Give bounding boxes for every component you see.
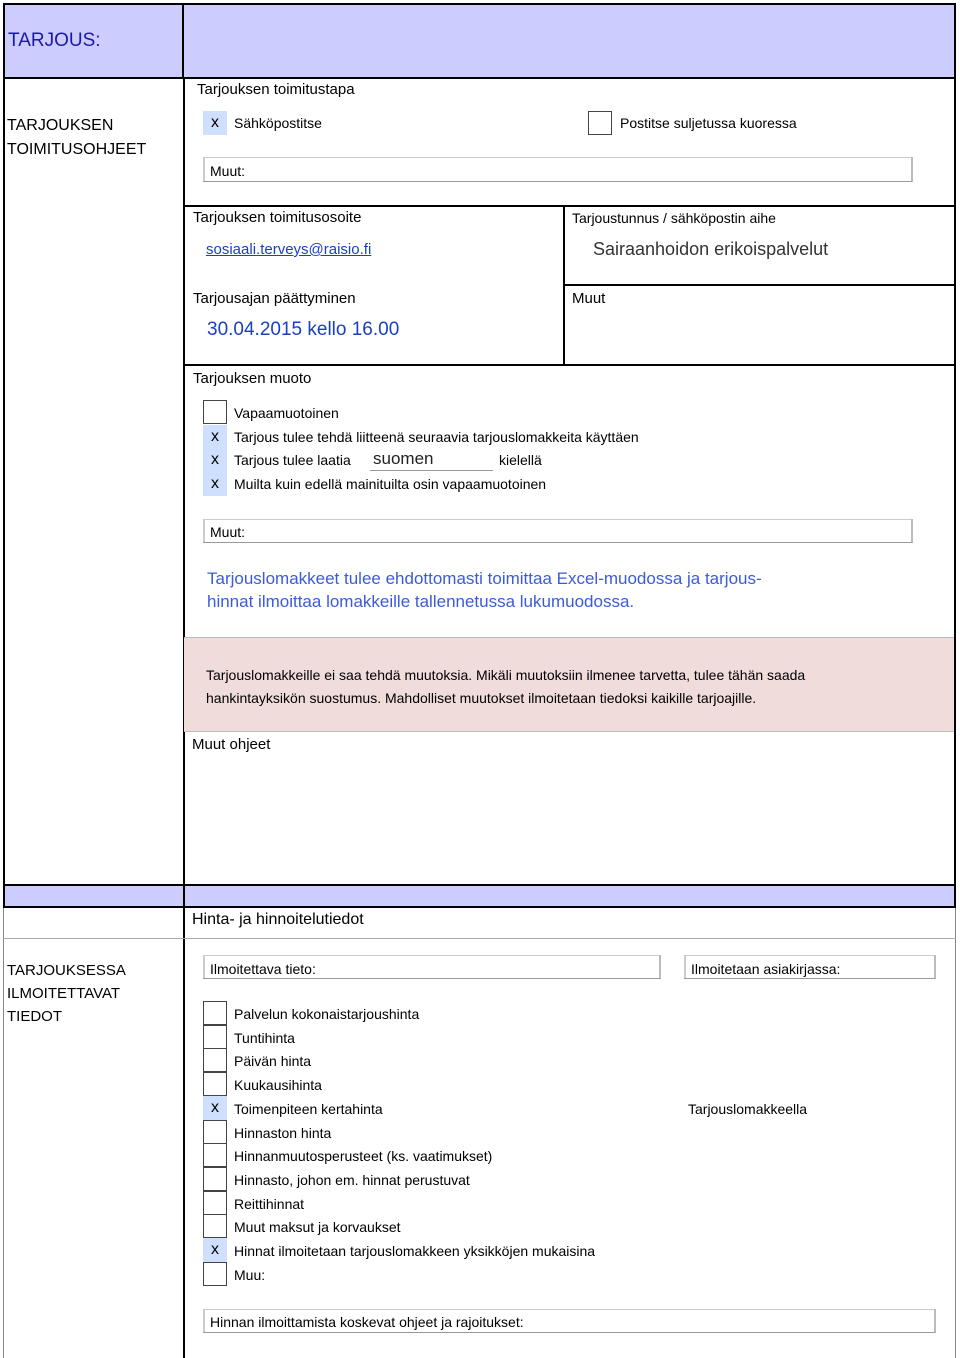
item-checkbox[interactable] <box>203 1191 227 1215</box>
item-label: Hinnaston hinta <box>234 1125 332 1141</box>
section2-band <box>3 884 956 908</box>
row-divider-1 <box>183 205 956 207</box>
language-label-before: Tarjous tulee laatia <box>234 452 351 468</box>
section2-left-line <box>3 908 4 1358</box>
post-label: Postitse suljetussa kuoressa <box>620 115 797 131</box>
item-checkbox[interactable] <box>203 1120 227 1144</box>
deadline-value: 30.04.2015 kello 16.00 <box>207 319 400 340</box>
form-heading: Tarjouksen muoto <box>193 370 312 387</box>
item-checkbox[interactable] <box>203 1262 227 1286</box>
warning-text <box>206 664 805 710</box>
item-checkbox[interactable] <box>203 1025 227 1049</box>
freeform-checkbox[interactable] <box>203 400 227 424</box>
excel-note-line1: Tarjouslomakkeet tulee ehdottomasti toimittaa Excel-muodossa ja tarjous- <box>207 569 762 588</box>
language-label-after: kielellä <box>499 452 542 468</box>
excel-note-line2: hinnat ilmoittaa lomakkeille tallennetussa lukumuodossa. <box>207 592 635 611</box>
item-label: Hinnat ilmoitetaan tarjouslomakkeen yksikköjen mukaisina <box>234 1243 596 1259</box>
post-checkbox[interactable] <box>588 111 612 135</box>
language-checkbox[interactable]: x <box>203 448 227 472</box>
attachment-label: Tarjous tulee tehdä liitteenä seuraavia tarjouslomakkeita käyttäen <box>234 429 639 445</box>
side-label-line2: TOIMITUSOHJEET <box>7 141 147 158</box>
language-value: suomen <box>373 449 434 468</box>
attachment-checkbox[interactable]: x <box>203 425 227 449</box>
section2-side-label-line3: TIEDOT <box>7 1008 62 1025</box>
subject-heading: Tarjoustunnus / sähköpostin aihe <box>572 210 776 226</box>
item-label: Muut maksut ja korvaukset <box>234 1219 401 1235</box>
header-band <box>3 3 956 79</box>
page-title: TARJOUS: <box>8 30 101 51</box>
form-other-field[interactable] <box>203 519 913 543</box>
item-label: Kuukausihinta <box>234 1077 322 1093</box>
item-doc: Tarjouslomakkeella <box>688 1101 808 1117</box>
item-label: Reittihinnat <box>234 1196 305 1212</box>
form-other-label: Muut: <box>210 524 246 540</box>
freeform-label: Vapaamuotoinen <box>234 405 339 421</box>
item-checkbox[interactable] <box>203 1072 227 1096</box>
price-heading: Hinta- ja hinnoitelutiedot <box>192 911 364 928</box>
other-instructions-heading: Muut ohjeet <box>192 736 271 753</box>
price-instructions-label: Hinnan ilmoittamista koskevat ohjeet ja rajoitukset: <box>210 1314 524 1330</box>
partly-freeform-label: Muilta kuin edellä mainituilta osin vapaamuotoinen <box>234 476 547 492</box>
address-link[interactable]: sosiaali.terveys@raisio.fi <box>206 241 372 258</box>
other-heading: Muut <box>572 290 606 307</box>
section2-right-line <box>955 908 956 1358</box>
delivery-other-label: Muut: <box>210 163 246 179</box>
section2-rule <box>3 938 956 939</box>
item-label: Hinnasto, johon em. hinnat perustuvat <box>234 1172 470 1188</box>
partly-freeform-checkbox[interactable]: x <box>203 472 227 496</box>
item-label: Päivän hinta <box>234 1053 312 1069</box>
email-label: Sähköpostitse <box>234 115 322 131</box>
section2-band-divider <box>183 884 185 908</box>
subject-value: Sairaanhoidon erikoispalvelut <box>593 239 829 259</box>
deadline-heading: Tarjousajan päättyminen <box>193 290 356 307</box>
col2-header: Ilmoitetaan asiakirjassa: <box>691 961 841 977</box>
side-label <box>7 114 146 162</box>
item-checkbox[interactable]: x <box>203 1238 227 1262</box>
section2-side-label <box>7 959 126 1028</box>
delivery-other-field[interactable] <box>203 157 913 182</box>
item-checkbox[interactable] <box>203 1167 227 1191</box>
item-label: Palvelun kokonaistarjoushinta <box>234 1006 420 1022</box>
left-border <box>3 79 5 885</box>
item-checkbox[interactable] <box>203 1001 227 1025</box>
item-checkbox[interactable] <box>203 1048 227 1072</box>
item-label: Muu: <box>234 1267 266 1283</box>
column-divider <box>183 79 185 885</box>
item-checkbox[interactable] <box>203 1143 227 1167</box>
section2-side-label-line1: TARJOUKSESSA <box>7 962 126 979</box>
section2-side-label-line2: ILMOITETTAVAT <box>7 985 121 1002</box>
delivery-method-heading: Tarjouksen toimitustapa <box>197 81 355 98</box>
item-label: Toimenpiteen kertahinta <box>234 1101 383 1117</box>
excel-note <box>207 567 762 613</box>
right-border <box>954 79 956 885</box>
col1-header: Ilmoitettava tieto: <box>210 961 316 977</box>
item-label: Hinnanmuutosperusteet (ks. vaatimukset) <box>234 1148 493 1164</box>
email-checkbox[interactable]: x <box>203 111 227 135</box>
row-divider-3 <box>183 364 956 366</box>
item-checkbox[interactable] <box>203 1214 227 1238</box>
warning-line2: hankintayksikön suostumus. Mahdolliset muutokset ilmoitetaan tiedoksi kaikille tarjoajille. <box>206 690 757 706</box>
section2-column-divider <box>183 908 185 1358</box>
header-divider <box>182 3 184 79</box>
row-divider-2 <box>563 284 956 286</box>
address-heading: Tarjouksen toimitusosoite <box>193 209 362 226</box>
item-label: Tuntihinta <box>234 1030 295 1046</box>
warning-line1: Tarjouslomakkeille ei saa tehdä muutoksia. Mikäli muutoksiin ilmenee tarvetta, tulee tähän saada <box>206 667 806 683</box>
item-checkbox[interactable]: x <box>203 1096 227 1120</box>
side-label-line1: TARJOUKSEN <box>7 117 114 134</box>
